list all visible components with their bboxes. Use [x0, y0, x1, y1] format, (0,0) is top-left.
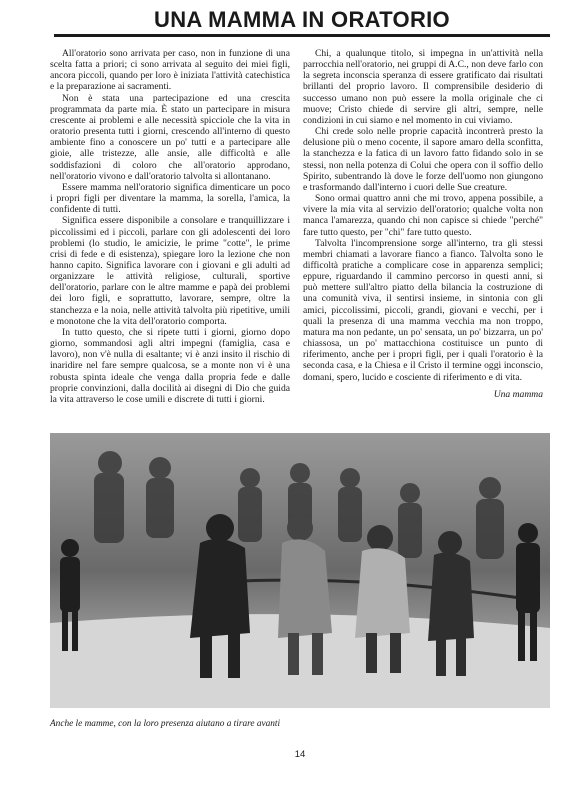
photo-caption: Anche le mamme, con la loro presenza aiutano a tirare avanti	[50, 719, 281, 729]
paragraph: In tutto questo, che si ripete tutti i giorni, giorno dopo giorno, sommandosi agli altri impegni (famiglia, casa e lavoro), non v'è nulla di esaltante; vi è anzi insito il rischio di inaridire nel fare sempre qualcosa, se a monte non vi è una robusta spinta ideale che venga dalla propria fede e dalle proprie convinzioni, dalla docilità ai disegni di Dio che guida la vita attraverso le cose umili e discrete di tutti i giorni.	[50, 326, 290, 405]
paragraph: Chi, a qualunque titolo, si impegna in un'attività nella parrocchia nell'oratorio, nei gruppi di A.C., non deve farlo con la segreta inconscia speranza di essere gratificato dai risultati brillanti del proprio lavoro. Il comprensibile desiderio di successo umano non può essere la molla originale che ci muove; Cristo chiede di servire gli altri, sempre, nelle condizioni in cui siamo e nel momento in cui viviamo.	[303, 48, 543, 126]
paragraph: Sono ormai quattro anni che mi trovo, appena possibile, a vivere la mia vita al servizio dell'oratorio; qualche volta non manca l'amarezza, quando chi non capisce si chiede "perché" fare tutto questo, per "chi" fare tutto questo.	[303, 193, 543, 238]
article-column-left	[50, 48, 290, 405]
paragraph: Chi crede solo nelle proprie capacità incontrerà presto la delusione più o meno cocente, il sapore amaro della sconfitta, la stanchezza e la fatica di un lavoro fatto fidando solo in se stessi, non nella potenza di Colui che opera con il soffio dello Spirito, subentrando là dove le forze dell'uomo non giungono e trasformando dall'interno i cuori delle Sue creature.	[303, 126, 543, 193]
page-number: 14	[294, 749, 306, 760]
paragraph: Talvolta l'incomprensione sorge all'interno, tra gli stessi membri chiamati a lavorare fianco a fianco. Talvolta sono le difficoltà pratiche a complicare cose in apparenza semplici; eppure, riguardando il cammino percorso in questi anni, si può mettere sull'altro piatto della bilancia la costruzione di una comunità viva, il sentirsi insieme, in sintonia con gli amici, piccolissimi, piccoli, grandi, giovani e vecchi, per i quali la presenza di una mamma vecchia ma non troppo, matura ma non pedante, un po' sensata, un po' bizzarra, un po' chiassosa, un po' mattacchiona costituisce un punto di riferimento, anche per i propri figli, per i quali l'oratorio è la seconda casa, e la Chiesa e il Cristo il termine oggi inconscio, domani, spero, lucido e cosciente di riferimento e di vita.	[303, 237, 543, 383]
page-title: UNA MAMMA IN ORATORIO	[54, 6, 550, 37]
tug-of-war-photo	[50, 433, 550, 708]
paragraph: All'oratorio sono arrivata per caso, non in funzione di una scelta fatta a priori; ci sono arrivata al seguito dei miei figli, ancora piccoli, quando per loro è iniziata l'attività catechistica e la preparazione ai sacramenti.	[50, 48, 290, 93]
author-signature: Una mamma	[493, 388, 543, 400]
article-column-right	[303, 48, 543, 400]
photo-illustration	[50, 433, 550, 708]
paragraph: Non è stata una partecipazione ed una crescita programmata da parte mia. È stato un partecipare in misura crescente ai problemi e alle necessità spicciole che la vita in oratorio presenta tutti i giorni, crescendo all'interno di questo ambiente fino a conoscere un po' tutti e a partecipare alle gioie, alle tristezze, alle ansie, alle difficoltà e alle soddisfazioni di coloro che all'oratorio approdano, nell'oratorio vivono e dall'oratorio talvolta si allontanano.	[50, 92, 290, 182]
paragraph: Significa essere disponibile a consolare e tranquillizzare i piccolissimi ed i piccoli, parlare con gli adolescenti dei loro problemi (lo studio, le amicizie, le prime "cotte", le prime crisi di fede e di esistenza), spiegare loro la lezione che non hanno capito. Significa lavorare con i giovani e gli adulti ad organizzare le attività religiose, culturali, sportive dell'oratorio, parlare con le altre mamme e papà dei problemi dei loro figli, e soprattutto, lavorare, sempre, oltre la stanchezza e la noia, nelle attività talvolta più ripetitive, umili e monotone che la vita dell'oratorio comporta.	[50, 215, 290, 327]
paragraph: Essere mamma nell'oratorio significa dimenticare un poco i propri figli per diventare la mamma, la sorella, l'amica, la confidente di tutti.	[50, 181, 290, 216]
